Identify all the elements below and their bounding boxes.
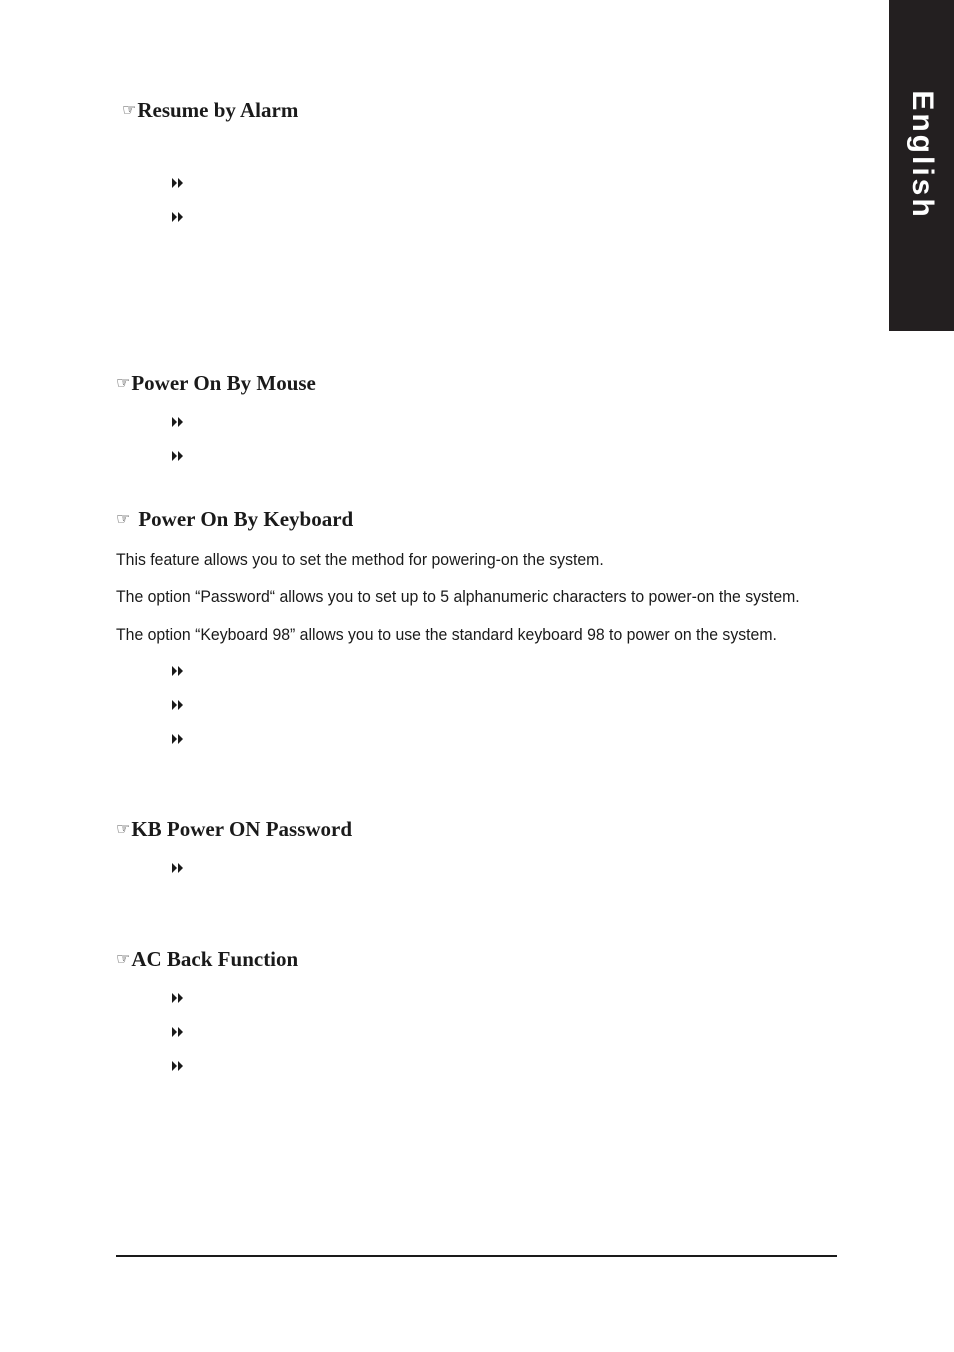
heading-resume-by-alarm (122, 100, 298, 121)
heading-power-on-by-mouse (116, 373, 316, 394)
heading-kb-power-on-password-title: KB Power ON Password (131, 817, 353, 841)
double-arrow-bullet-icon (171, 992, 185, 1004)
pointing-hand-icon: ☞ (116, 949, 131, 968)
double-arrow-bullet-icon (171, 450, 185, 462)
paragraph-keyboard-method: This feature allows you to set the method for powering-on the system. (116, 550, 604, 569)
pointing-hand-icon: ☞ (116, 373, 131, 392)
language-tab (889, 0, 954, 331)
heading-power-on-by-keyboard (116, 509, 353, 530)
language-tab-label: English (905, 90, 939, 220)
double-arrow-bullet-icon (171, 1026, 185, 1038)
footer-rule (116, 1255, 837, 1257)
pointing-hand-icon: ☞ (122, 100, 137, 119)
heading-ac-back-function-title: AC Back Function (131, 947, 299, 971)
heading-power-on-by-keyboard-title: Power On By Keyboard (138, 507, 354, 531)
double-arrow-bullet-icon (171, 1060, 185, 1072)
heading-resume-by-alarm-title: Resume by Alarm (137, 98, 299, 122)
double-arrow-bullet-icon (171, 177, 185, 189)
double-arrow-bullet-icon (171, 862, 185, 874)
double-arrow-bullet-icon (171, 665, 185, 677)
pointing-hand-icon: ☞ (116, 509, 131, 528)
heading-ac-back-function (116, 949, 298, 970)
double-arrow-bullet-icon (171, 211, 185, 223)
double-arrow-bullet-icon (171, 733, 185, 745)
heading-kb-power-on-password (116, 819, 352, 840)
paragraph-keyboard-password: The option “Password“ allows you to set up to 5 alphanumeric characters to power-on the system. (116, 587, 800, 606)
double-arrow-bullet-icon (171, 416, 185, 428)
heading-power-on-by-mouse-title: Power On By Mouse (131, 371, 316, 395)
double-arrow-bullet-icon (171, 699, 185, 711)
pointing-hand-icon: ☞ (116, 819, 131, 838)
paragraph-keyboard-98: The option “Keyboard 98” allows you to use the standard keyboard 98 to power on the system. (116, 625, 777, 644)
